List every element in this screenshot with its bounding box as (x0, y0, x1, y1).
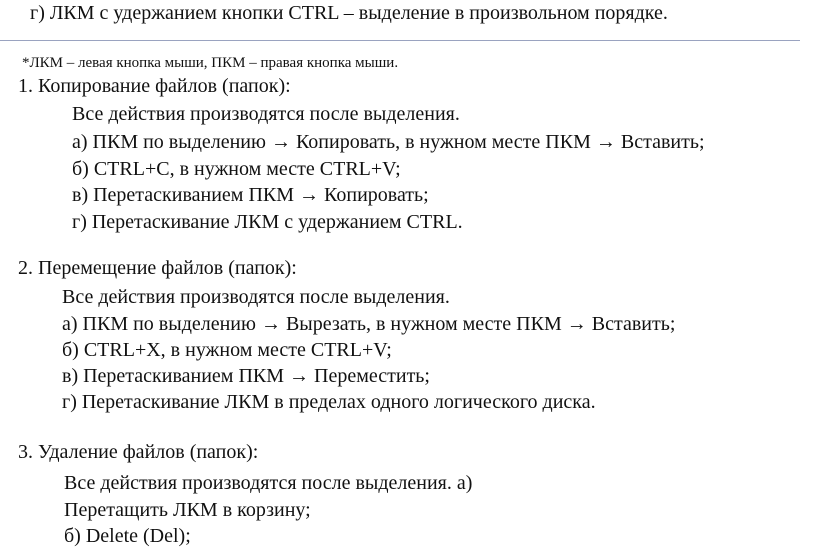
move-line-intro: Все действия производятся после выделения. (62, 286, 450, 308)
move-line-b: б) CTRL+X, в нужном месте CTRL+V; (62, 339, 392, 361)
section-heading-delete: 3. Удаление файлов (папок): (18, 441, 259, 463)
footnote: *ЛКМ – левая кнопка мыши, ПКМ – правая кнопка мыши. (22, 55, 399, 71)
copy-line-c: в) Перетаскиванием ПКМ → Копировать; (72, 184, 429, 206)
delete-line-intro: Все действия производятся после выделения. а) (64, 472, 473, 494)
section-heading-copy: 1. Копирование файлов (папок): (18, 75, 291, 97)
divider (0, 40, 800, 41)
delete-line-a: Перетащить ЛКМ в корзину; (64, 499, 311, 521)
copy-line-b: б) CTRL+C, в нужном месте CTRL+V; (72, 158, 401, 180)
copy-line-a: а) ПКМ по выделению → Копировать, в нужном месте ПКМ → Вставить; (72, 131, 705, 153)
move-line-c: в) Перетаскиванием ПКМ → Переместить; (62, 365, 430, 387)
move-line-a: а) ПКМ по выделению → Вырезать, в нужном месте ПКМ → Вставить; (62, 313, 676, 335)
move-line-d: г) Перетаскивание ЛКМ в пределах одного логического диска. (62, 391, 596, 413)
section-heading-move: 2. Перемещение файлов (папок): (18, 257, 297, 279)
copy-line-intro: Все действия производятся после выделения. (72, 103, 460, 125)
delete-line-b: б) Delete (Del); (64, 525, 191, 547)
selection-ctrl-line: г) ЛКМ с удержанием кнопки CTRL – выделение в произвольном порядке. (30, 2, 668, 24)
copy-line-d: г) Перетаскивание ЛКМ с удержанием CTRL. (72, 211, 463, 233)
